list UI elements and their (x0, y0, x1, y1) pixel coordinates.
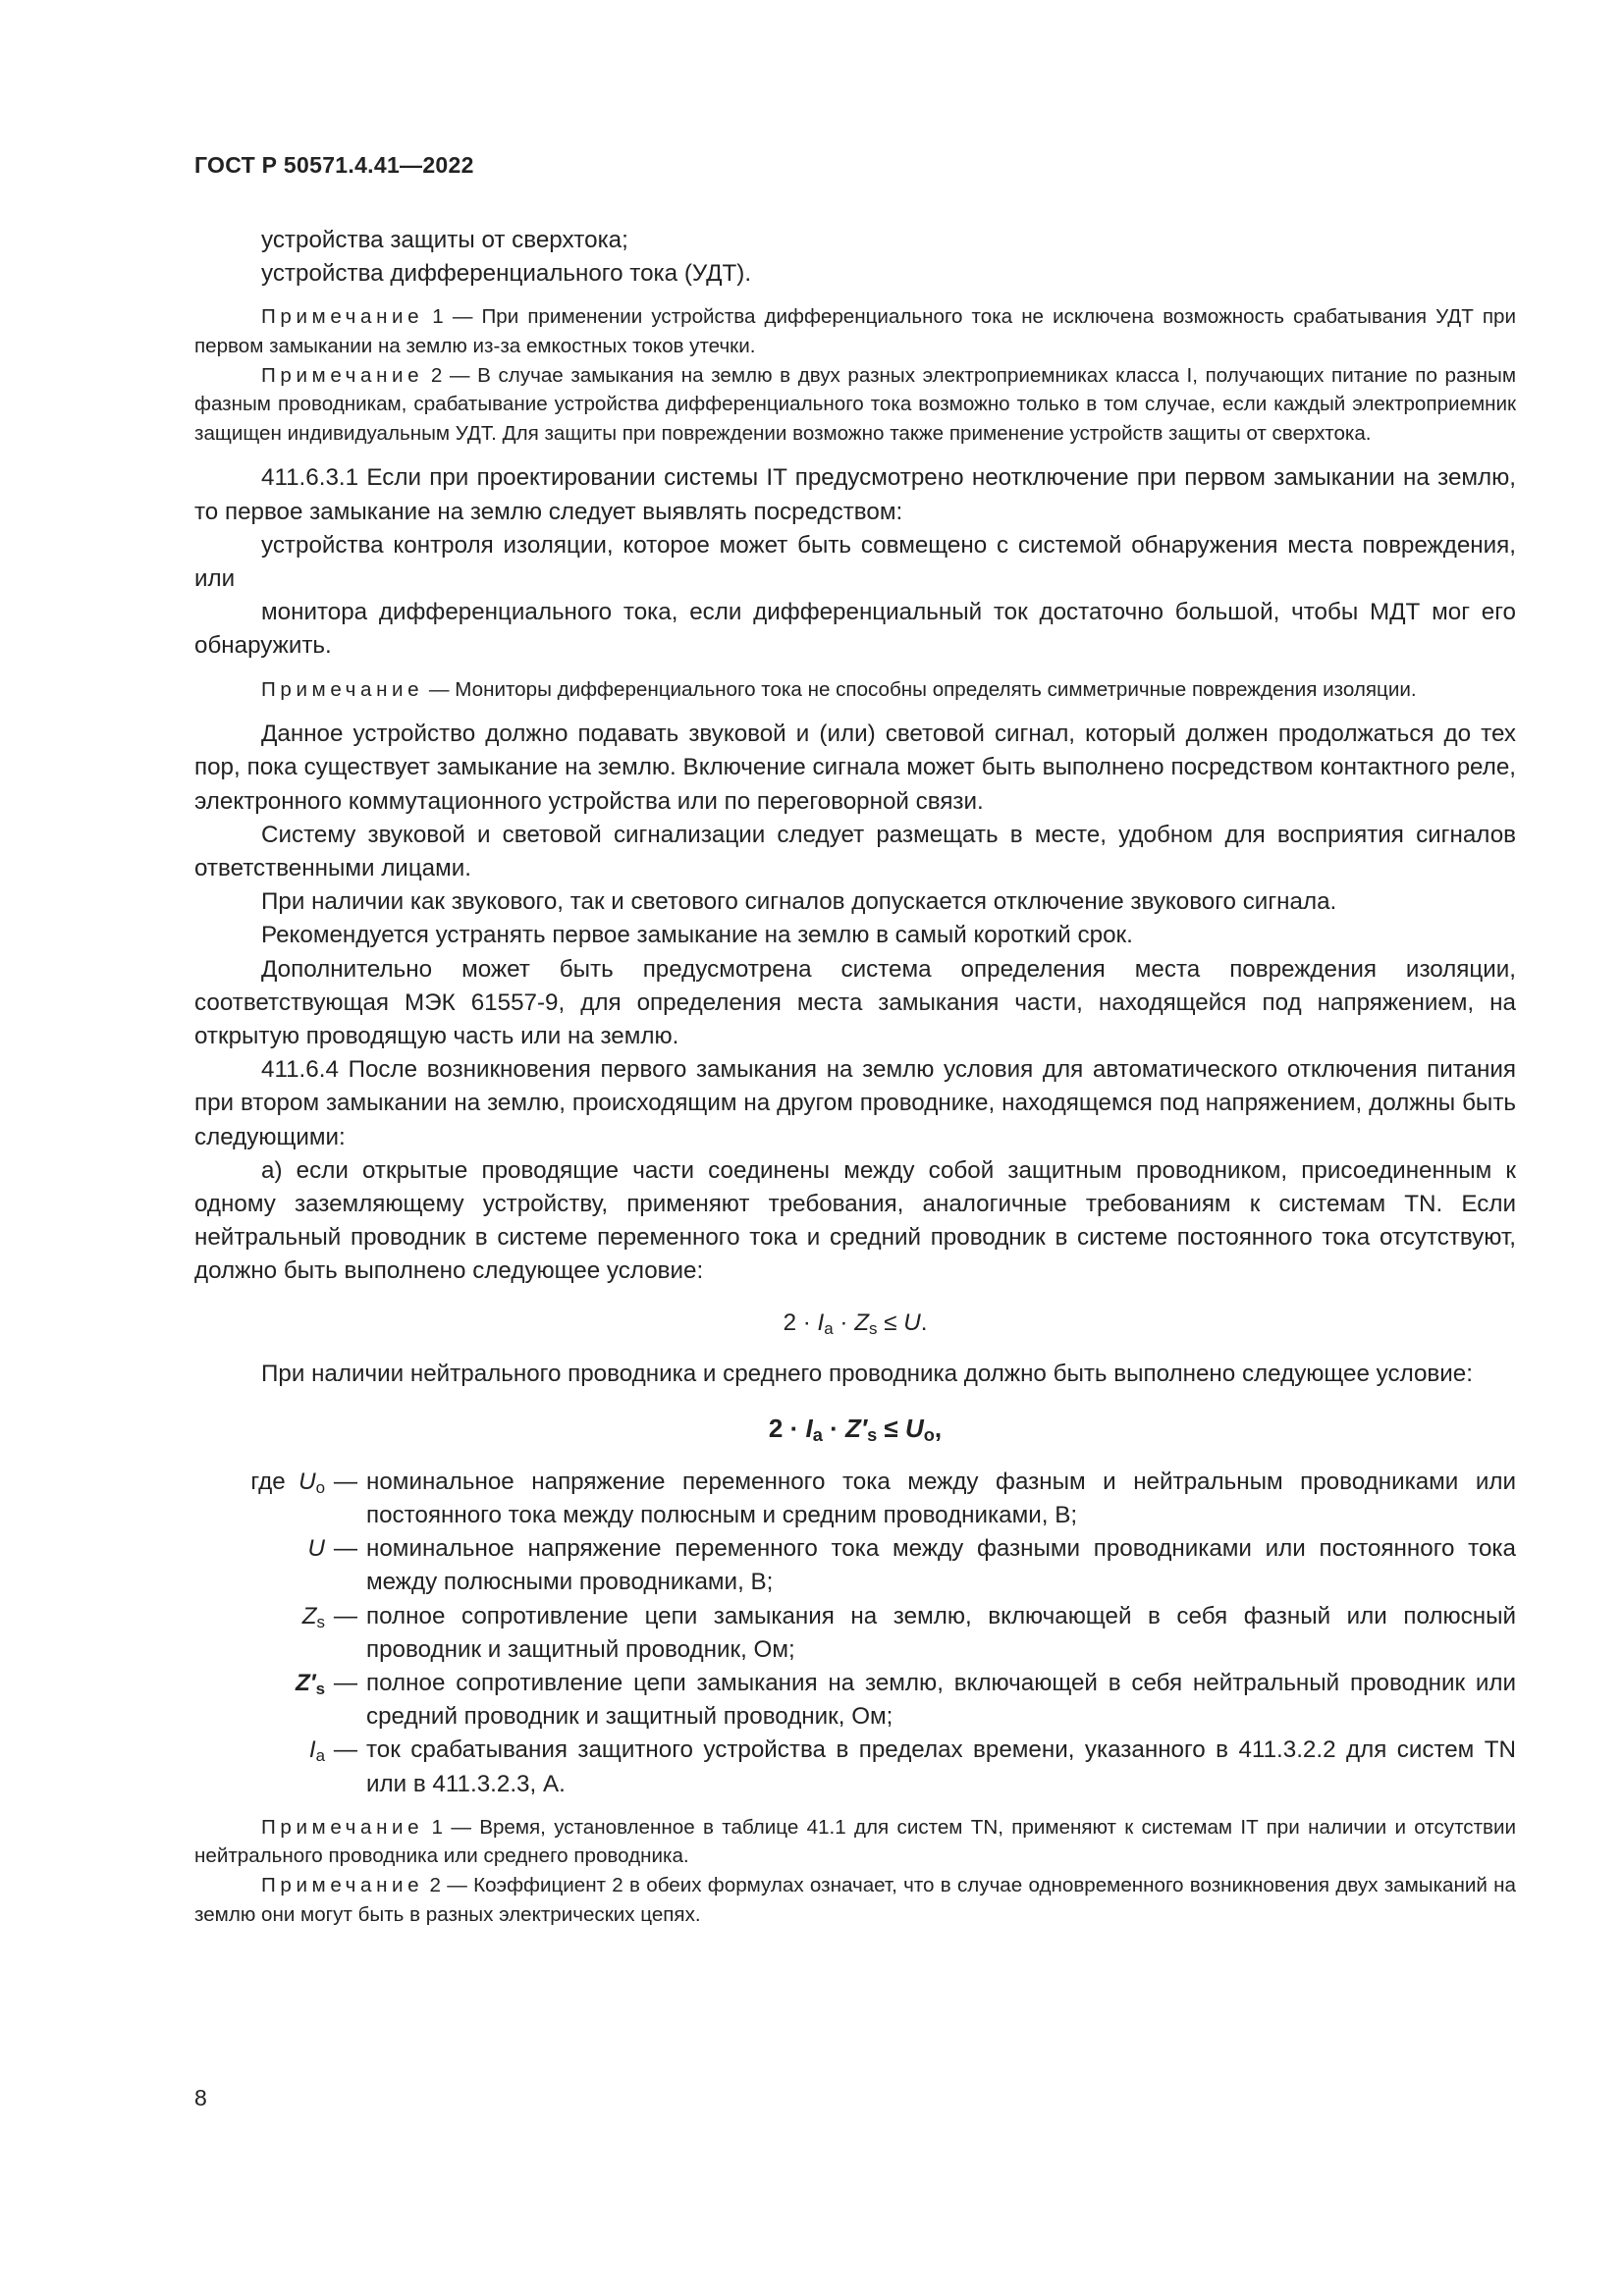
definition-text: номинальное напряжение переменного тока между фазными проводниками или постоянного тока между полюсными проводниками, В; (366, 1535, 1516, 1596)
note-label: Примечание (261, 677, 424, 701)
definition-symbol: U (307, 1535, 325, 1563)
note-text: Мониторы дифференциального тока не способны определять симметричные повреждения изоляции. (455, 677, 1417, 701)
definition-row: $Z_s$ — полное сопротивление цепи замыкания на землю, включающей в себя фазный или полюсный проводник и защитный проводник, Ом; (194, 1600, 1516, 1667)
paragraph-fault-removal: Рекомендуется устранять первое замыкание на землю в самый короткий срок. (261, 922, 1133, 949)
paragraph-signal-disable: При наличии как звукового, так и светового сигналов допускается отключение звукового сигнала. (261, 888, 1337, 916)
note-label: Примечание (261, 1815, 424, 1839)
definition-symbol: Z (301, 1602, 317, 1629)
note-label: Примечание (261, 305, 424, 329)
definition-text: ток срабатывания защитного устройства в пределах времени, указанного в 411.3.2.2 для систем TN или в 411.3.2.3, А. (366, 1736, 1516, 1797)
paragraph-fault-location: Дополнительно может быть предусмотрена система определения места повреждения изоляции, соответствующая МЭК 61557-9, для определения места замыкания части, находящейся под напряжением, на открытую проводящую часть или на землю. (194, 955, 1516, 1050)
note-text: Коэффициент 2 в обеих формулах означает, что в случае одновременного возникновения двух замыканий на землю они могут быть в разных электрических цепях. (194, 1874, 1516, 1926)
note-2: Примечание 2 — В случае замыкания на землю в двух разных электроприемниках класса I, получающих питание по разным фазным проводникам, срабатывание устройства дифференциального тока возможно только в том случае, если каждый электроприемник защищен индивидуальным УДТ. Для защиты при повреждении возможно также применение устройств защиты от сверхтока. (194, 363, 1516, 445)
definition-symbol: U (298, 1468, 316, 1495)
definition-row: $I_a$ — ток срабатывания защитного устройства в пределах времени, указанного в 411.3.2.2 для систем TN или в 411.3.2.3, А. (194, 1734, 1516, 1800)
paragraph-neutral-condition: При наличии нейтрального проводника и среднего проводника должно быть выполнено следующее условие: (261, 1360, 1473, 1387)
note-number: 2 (430, 363, 443, 387)
formula-1: $2 \cdot I_a \cdot Z_s \le U$. (783, 1308, 928, 1338)
list-item-overcurrent: устройства защиты от сверхтока; (261, 227, 628, 253)
paragraph-signal: Данное устройство должно подавать звуковой и (или) световой сигнал, который должен продолжаться до тех пор, пока существует замыкание на землю. Включение сигнала может быть выполнено посредством контактного реле, электронного коммутационного устройства или по переговорной связи. (194, 721, 1516, 815)
page-number: 8 (194, 2085, 207, 2110)
definition-row: где $U_o$ — номинальное напряжение переменного тока между фазным и нейтральным проводниками или постоянного тока между полюсным и средним проводниками, В; (194, 1466, 1516, 1532)
note-number: 1 (431, 1815, 443, 1839)
definition-row: $Z'_s$ — полное сопротивление цепи замыкания на землю, включающей в себя нейтральный проводник или средний проводник и защитный проводник, Ом; (194, 1667, 1516, 1734)
note-text: В случае замыкания на землю в двух разных электроприемниках класса I, получающих питание по разным фазным проводникам, срабатывание устройства дифференциального тока возможно только в том случае, если каждый электроприемник защищен индивидуальным УДТ. Для защиты при повреждении возможно также применение устройств защиты от сверхтока. (194, 363, 1516, 445)
formula-2: $2 \cdot I_a \cdot Z'_s \le U_o$, (768, 1413, 943, 1445)
clause-411-6-4: 411.6.4 После возникновения первого замыкания на землю условия для автоматического отключения питания при втором замыкании на землю, происходящим на другом проводнике, находящемся под напряжением, должны быть следующими: (194, 1056, 1516, 1150)
definition-symbol: Z′ (296, 1670, 316, 1697)
definitions-list (194, 1466, 1516, 1801)
list-item-imd: устройства контроля изоляции, которое может быть совмещено с системой обнаружения места повреждения, или (194, 531, 1516, 592)
note-time: Примечание 1 — Время, установленное в таблице 41.1 для систем TN, применяют к системам IT при наличии и отсутствии нейтрального проводника или среднего проводника. (194, 1815, 1516, 1868)
list-item-rcd: устройства дифференциального тока (УДТ). (261, 260, 752, 288)
where-label: где (250, 1468, 286, 1495)
definition-text: номинальное напряжение переменного тока между фазным и нейтральным проводниками или постоянного тока между полюсным и средним проводниками, В; (366, 1468, 1516, 1529)
note-rcm: Примечание — Мониторы дифференциального тока не способны определять симметричные повреждения изоляции. (261, 677, 1417, 701)
list-item-rcm: монитора дифференциального тока, если дифференциальный ток достаточно большой, чтобы МДТ мог его обнаружить. (194, 599, 1516, 660)
note-text: Время, установленное в таблице 41.1 для систем TN, применяют к системам IT при наличии и отсутствии нейтрального проводника или среднего проводника. (194, 1815, 1516, 1868)
paragraph-signal-placement: Систему звуковой и световой сигнализации следует размещать в месте, удобном для восприятия сигналов ответственными лицами. (194, 821, 1516, 881)
definition-text: полное сопротивление цепи замыкания на землю, включающей в себя нейтральный проводник или средний проводник и защитный проводник, Ом; (366, 1670, 1516, 1731)
note-number: 2 (429, 1874, 441, 1897)
definition-row: U — номинальное напряжение переменного тока между фазными проводниками или постоянного тока между полюсными проводниками, В; (194, 1532, 1516, 1599)
note-text: При применении устройства дифференциального тока не исключена возможность срабатывания УДТ при первом замыкании на землю из-за емкостных токов утечки. (194, 305, 1516, 357)
note-label: Примечание (261, 363, 424, 387)
note-number: 1 (432, 305, 444, 329)
page-body (194, 224, 1516, 1929)
clause-411-6-3-1: 411.6.3.1 Если при проектировании системы IT предусмотрено неотключение при первом замыкании на землю, то первое замыкание на землю следует выявлять посредством: (194, 464, 1517, 525)
clause-411-6-4-a: а) если открытые проводящие части соединены между собой защитным проводником, присоединенным к одному заземляющему устройству, применяют требования, аналогичные требованиям к системам TN. Если нейтральный проводник в системе переменного тока и средний проводник в системе постоянного тока отсутствуют, должно быть выполнено следующее условие: (194, 1156, 1516, 1285)
definition-text: полное сопротивление цепи замыкания на землю, включающей в себя фазный или полюсный проводник и защитный проводник, Ом; (366, 1602, 1516, 1663)
document-header: ГОСТ Р 50571.4.41—2022 (194, 152, 474, 178)
note-1: Примечание 1 — При применении устройства дифференциального тока не исключена возможность срабатывания УДТ при первом замыкании на землю из-за емкостных токов утечки. (194, 305, 1516, 357)
note-label: Примечание (261, 1874, 424, 1897)
definition-symbol: I (308, 1736, 316, 1764)
note-coefficient: Примечание 2 — Коэффициент 2 в обеих формулах означает, что в случае одновременного возникновения двух замыканий на землю они могут быть в разных электрических цепях. (194, 1874, 1516, 1926)
